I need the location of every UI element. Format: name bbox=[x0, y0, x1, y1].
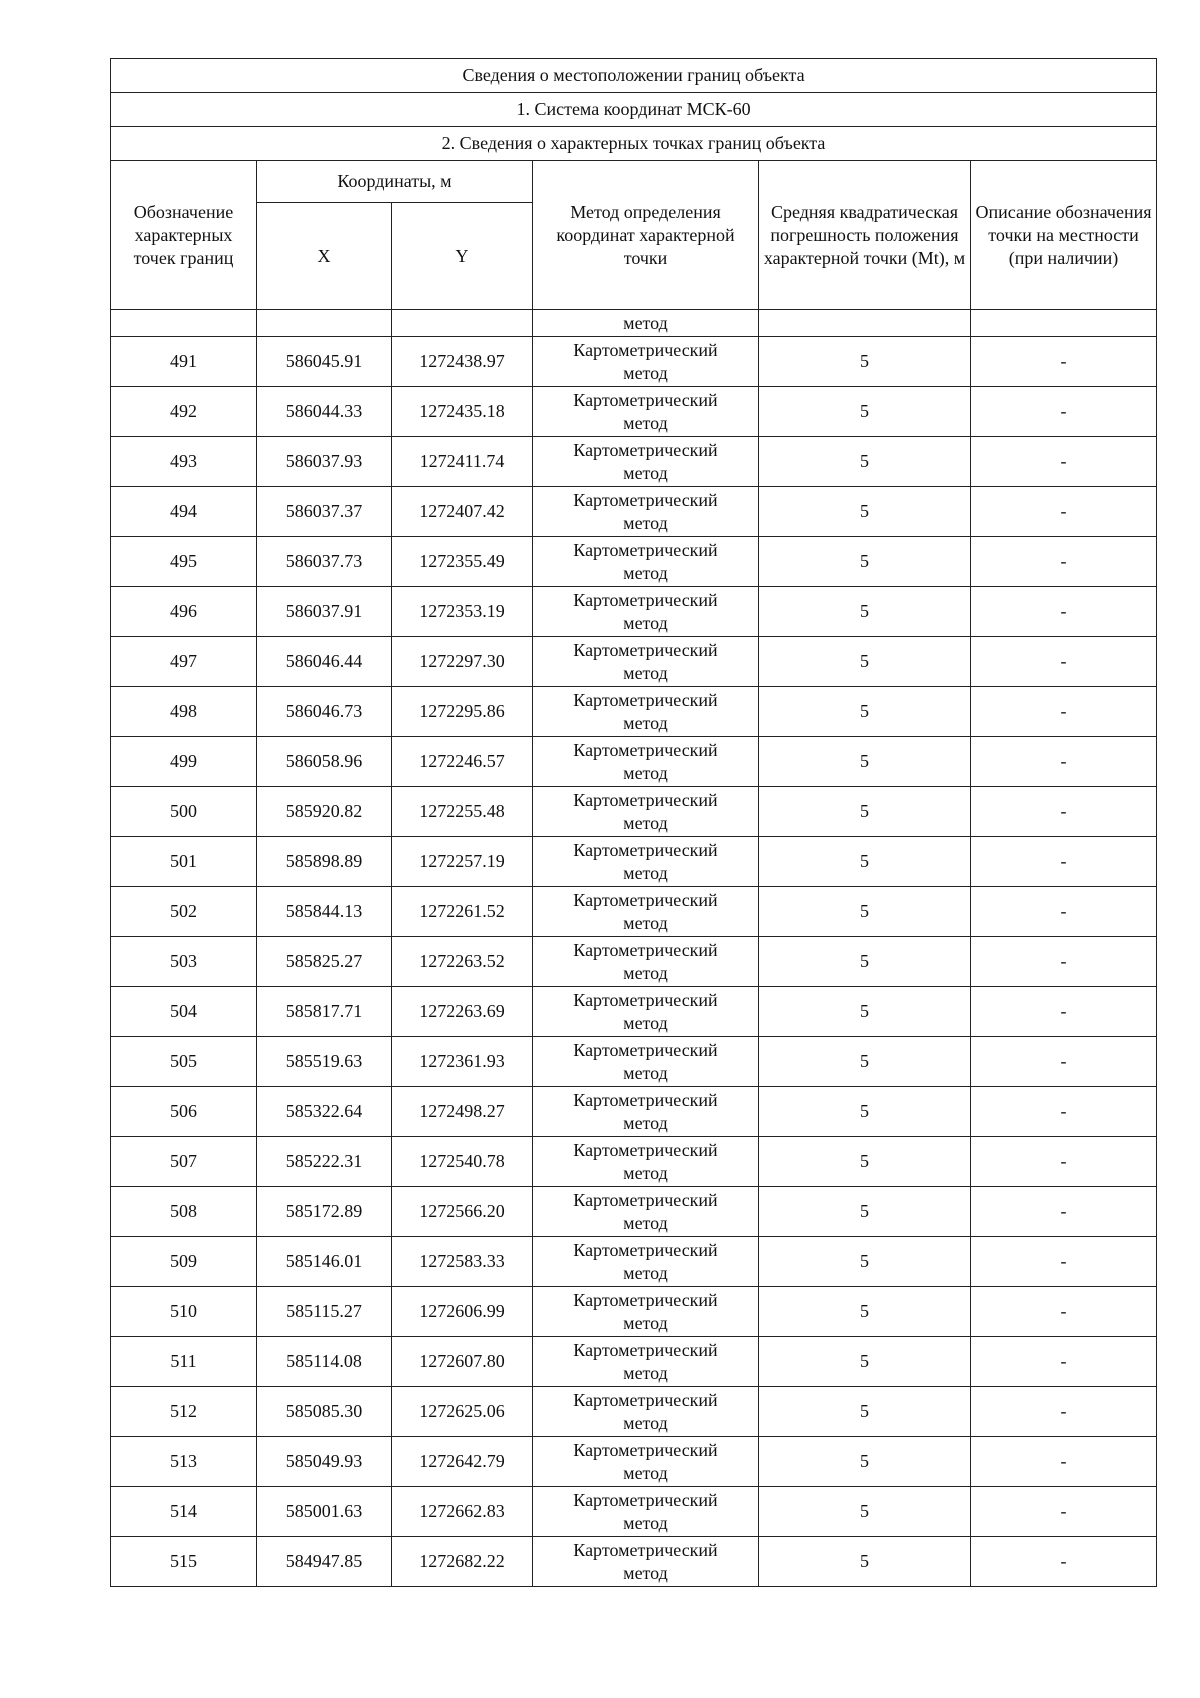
table-row bbox=[111, 1087, 1157, 1137]
mean-error-cell: 5 bbox=[759, 337, 971, 387]
description-cell: - bbox=[971, 1437, 1157, 1487]
table-row bbox=[111, 1437, 1157, 1487]
description-cell: - bbox=[971, 437, 1157, 487]
method-cell bbox=[533, 1187, 759, 1237]
mean-error-cell: 5 bbox=[759, 1487, 971, 1537]
y-coordinate-cell: 1272353.19 bbox=[392, 587, 533, 637]
x-coordinate-cell: 586037.91 bbox=[257, 587, 392, 637]
table-row bbox=[111, 1137, 1157, 1187]
header-method: Метод определения координат характерной точки bbox=[533, 161, 759, 310]
method-cell bbox=[533, 937, 759, 987]
table-row bbox=[111, 1187, 1157, 1237]
y-coordinate-cell: 1272261.52 bbox=[392, 887, 533, 937]
x-coordinate-cell: 585114.08 bbox=[257, 1337, 392, 1387]
method-cell bbox=[533, 1237, 759, 1287]
method-cell bbox=[533, 1387, 759, 1437]
method-line-2: метод bbox=[623, 1362, 668, 1383]
point-number-cell: 498 bbox=[111, 687, 257, 737]
x-coordinate-cell: 585001.63 bbox=[257, 1487, 392, 1537]
points-section-heading: 2. Сведения о характерных точках границ объекта bbox=[111, 127, 1157, 161]
x-coordinate-cell: 585049.93 bbox=[257, 1437, 392, 1487]
description-cell: - bbox=[971, 887, 1157, 937]
continuation-cell bbox=[257, 310, 392, 337]
method-cell bbox=[533, 1537, 759, 1587]
y-coordinate-cell: 1272583.33 bbox=[392, 1237, 533, 1287]
point-number-cell: 497 bbox=[111, 637, 257, 687]
coordinate-system-heading: 1. Система координат МСК-60 bbox=[111, 93, 1157, 127]
method-line-1: Картометрический bbox=[573, 589, 718, 610]
point-number-cell: 506 bbox=[111, 1087, 257, 1137]
x-coordinate-cell: 585920.82 bbox=[257, 787, 392, 837]
description-cell: - bbox=[971, 1237, 1157, 1287]
description-cell: - bbox=[971, 637, 1157, 687]
continuation-row bbox=[111, 310, 1157, 337]
description-cell: - bbox=[971, 587, 1157, 637]
method-cell bbox=[533, 437, 759, 487]
method-line-1: Картометрический bbox=[573, 1539, 718, 1560]
x-coordinate-cell: 586037.37 bbox=[257, 487, 392, 537]
method-cell bbox=[533, 1287, 759, 1337]
description-cell: - bbox=[971, 1287, 1157, 1337]
method-line-2: метод bbox=[623, 1312, 668, 1333]
point-number-cell: 501 bbox=[111, 837, 257, 887]
y-coordinate-cell: 1272662.83 bbox=[392, 1487, 533, 1537]
y-coordinate-cell: 1272361.93 bbox=[392, 1037, 533, 1087]
method-line-1: Картометрический bbox=[573, 939, 718, 960]
x-coordinate-cell: 586037.73 bbox=[257, 537, 392, 587]
method-cell bbox=[533, 787, 759, 837]
x-coordinate-cell: 585825.27 bbox=[257, 937, 392, 987]
mean-error-cell: 5 bbox=[759, 487, 971, 537]
x-coordinate-cell: 586037.93 bbox=[257, 437, 392, 487]
y-coordinate-cell: 1272263.69 bbox=[392, 987, 533, 1037]
x-coordinate-cell: 585222.31 bbox=[257, 1137, 392, 1187]
point-number-cell: 508 bbox=[111, 1187, 257, 1237]
method-line-2: метод bbox=[623, 762, 668, 783]
method-line-2: метод bbox=[623, 812, 668, 833]
mean-error-cell: 5 bbox=[759, 387, 971, 437]
y-coordinate-cell: 1272607.80 bbox=[392, 1337, 533, 1387]
mean-error-cell: 5 bbox=[759, 1187, 971, 1237]
method-line-2: метод bbox=[623, 962, 668, 983]
header-x: X bbox=[257, 203, 392, 310]
point-number-cell: 511 bbox=[111, 1337, 257, 1387]
method-line-1: Картометрический bbox=[573, 839, 718, 860]
method-line-2: метод bbox=[623, 362, 668, 383]
method-cell bbox=[533, 337, 759, 387]
table-row bbox=[111, 1037, 1157, 1087]
y-coordinate-cell: 1272263.52 bbox=[392, 937, 533, 987]
method-line-2: метод bbox=[623, 712, 668, 733]
x-coordinate-cell: 586046.73 bbox=[257, 687, 392, 737]
x-coordinate-cell: 585898.89 bbox=[257, 837, 392, 887]
point-number-cell: 510 bbox=[111, 1287, 257, 1337]
x-coordinate-cell: 586046.44 bbox=[257, 637, 392, 687]
method-cell bbox=[533, 1087, 759, 1137]
mean-error-cell: 5 bbox=[759, 1437, 971, 1487]
table-row bbox=[111, 1487, 1157, 1537]
y-coordinate-cell: 1272246.57 bbox=[392, 737, 533, 787]
mean-error-cell: 5 bbox=[759, 1287, 971, 1337]
method-cell bbox=[533, 1337, 759, 1387]
mean-error-cell: 5 bbox=[759, 737, 971, 787]
mean-error-cell: 5 bbox=[759, 1537, 971, 1587]
method-line-1: Картометрический bbox=[573, 1189, 718, 1210]
y-coordinate-cell: 1272407.42 bbox=[392, 487, 533, 537]
mean-error-cell: 5 bbox=[759, 587, 971, 637]
point-number-cell: 503 bbox=[111, 937, 257, 987]
x-coordinate-cell: 585817.71 bbox=[257, 987, 392, 1037]
method-line-1: Картометрический bbox=[573, 1439, 718, 1460]
mean-error-cell: 5 bbox=[759, 1237, 971, 1287]
method-line-1: Картометрический bbox=[573, 1089, 718, 1110]
method-line-2: метод bbox=[623, 912, 668, 933]
mean-error-cell: 5 bbox=[759, 1137, 971, 1187]
method-line-2: метод bbox=[623, 412, 668, 433]
method-cell bbox=[533, 837, 759, 887]
y-coordinate-cell: 1272295.86 bbox=[392, 687, 533, 737]
method-cell bbox=[533, 887, 759, 937]
mean-error-cell: 5 bbox=[759, 437, 971, 487]
x-coordinate-cell: 586044.33 bbox=[257, 387, 392, 437]
method-line-2: метод bbox=[623, 1112, 668, 1133]
method-line-1: Картометрический bbox=[573, 1289, 718, 1310]
method-cell bbox=[533, 487, 759, 537]
point-number-cell: 512 bbox=[111, 1387, 257, 1437]
mean-error-cell: 5 bbox=[759, 987, 971, 1037]
y-coordinate-cell: 1272606.99 bbox=[392, 1287, 533, 1337]
method-cell bbox=[533, 1437, 759, 1487]
mean-error-cell: 5 bbox=[759, 837, 971, 887]
mean-error-cell: 5 bbox=[759, 1087, 971, 1137]
description-cell: - bbox=[971, 837, 1157, 887]
method-line-1: Картометрический bbox=[573, 539, 718, 560]
table-row bbox=[111, 687, 1157, 737]
method-line-1: Картометрический bbox=[573, 439, 718, 460]
method-line-1: Картометрический bbox=[573, 1139, 718, 1160]
method-cell bbox=[533, 537, 759, 587]
method-line-2: метод bbox=[623, 1062, 668, 1083]
method-line-2: метод bbox=[623, 1012, 668, 1033]
x-coordinate-cell: 585085.30 bbox=[257, 1387, 392, 1437]
method-line-1: Картометрический bbox=[573, 1489, 718, 1510]
method-cell bbox=[533, 1037, 759, 1087]
table-row bbox=[111, 1387, 1157, 1437]
point-number-cell: 493 bbox=[111, 437, 257, 487]
point-number-cell: 499 bbox=[111, 737, 257, 787]
method-line-2: метод bbox=[623, 512, 668, 533]
table-row bbox=[111, 437, 1157, 487]
y-coordinate-cell: 1272257.19 bbox=[392, 837, 533, 887]
description-cell: - bbox=[971, 1387, 1157, 1437]
method-cell bbox=[533, 587, 759, 637]
x-coordinate-cell: 585115.27 bbox=[257, 1287, 392, 1337]
y-coordinate-cell: 1272540.78 bbox=[392, 1137, 533, 1187]
description-cell: - bbox=[971, 1087, 1157, 1137]
method-cell bbox=[533, 387, 759, 437]
continuation-cell bbox=[111, 310, 257, 337]
mean-error-cell: 5 bbox=[759, 537, 971, 587]
y-coordinate-cell: 1272255.48 bbox=[392, 787, 533, 837]
y-coordinate-cell: 1272642.79 bbox=[392, 1437, 533, 1487]
point-number-cell: 492 bbox=[111, 387, 257, 437]
table-row bbox=[111, 1237, 1157, 1287]
method-line-2: метод bbox=[623, 562, 668, 583]
table-row bbox=[111, 887, 1157, 937]
continuation-cell bbox=[759, 310, 971, 337]
method-cell bbox=[533, 1137, 759, 1187]
point-number-cell: 507 bbox=[111, 1137, 257, 1187]
point-number-cell: 513 bbox=[111, 1437, 257, 1487]
point-number-cell: 502 bbox=[111, 887, 257, 937]
description-cell: - bbox=[971, 687, 1157, 737]
description-cell: - bbox=[971, 1137, 1157, 1187]
description-cell: - bbox=[971, 1487, 1157, 1537]
method-line-2: метод bbox=[623, 1462, 668, 1483]
method-line-2: метод bbox=[623, 862, 668, 883]
method-line-2: метод bbox=[623, 462, 668, 483]
mean-error-cell: 5 bbox=[759, 1387, 971, 1437]
x-coordinate-cell: 585146.01 bbox=[257, 1237, 392, 1287]
method-line-2: метод bbox=[623, 1562, 668, 1583]
y-coordinate-cell: 1272297.30 bbox=[392, 637, 533, 687]
description-cell: - bbox=[971, 1337, 1157, 1387]
method-line-1: Картометрический bbox=[573, 1039, 718, 1060]
method-line-1: Картометрический bbox=[573, 739, 718, 760]
table-row bbox=[111, 987, 1157, 1037]
point-number-cell: 509 bbox=[111, 1237, 257, 1287]
point-number-cell: 491 bbox=[111, 337, 257, 387]
method-cell bbox=[533, 687, 759, 737]
description-cell: - bbox=[971, 1037, 1157, 1087]
mean-error-cell: 5 bbox=[759, 887, 971, 937]
method-cell bbox=[533, 987, 759, 1037]
description-cell: - bbox=[971, 387, 1157, 437]
method-line-2: метод bbox=[623, 1162, 668, 1183]
header-description: Описание обозначения точки на местности (при наличии) bbox=[971, 161, 1157, 310]
method-line-2: метод bbox=[623, 612, 668, 633]
mean-error-cell: 5 bbox=[759, 1337, 971, 1387]
table-row bbox=[111, 487, 1157, 537]
description-cell: - bbox=[971, 737, 1157, 787]
description-cell: - bbox=[971, 787, 1157, 837]
x-coordinate-cell: 585844.13 bbox=[257, 887, 392, 937]
y-coordinate-cell: 1272566.20 bbox=[392, 1187, 533, 1237]
boundary-points-table bbox=[110, 58, 1157, 1587]
method-line-1: Картометрический bbox=[573, 789, 718, 810]
mean-error-cell: 5 bbox=[759, 787, 971, 837]
table-row bbox=[111, 537, 1157, 587]
x-coordinate-cell: 585519.63 bbox=[257, 1037, 392, 1087]
point-number-cell: 495 bbox=[111, 537, 257, 587]
method-cell bbox=[533, 737, 759, 787]
method-line-2: метод bbox=[623, 662, 668, 683]
method-line-1: Картометрический bbox=[573, 989, 718, 1010]
header-coordinates: Координаты, м bbox=[257, 161, 533, 203]
description-cell: - bbox=[971, 1537, 1157, 1587]
method-line-1: Картометрический bbox=[573, 489, 718, 510]
method-line-1: Картометрический bbox=[573, 639, 718, 660]
method-line-1: Картометрический bbox=[573, 1339, 718, 1360]
point-number-cell: 496 bbox=[111, 587, 257, 637]
method-cell bbox=[533, 1487, 759, 1537]
document-title: Сведения о местоположении границ объекта bbox=[111, 59, 1157, 93]
description-cell: - bbox=[971, 1187, 1157, 1237]
method-line-2: метод bbox=[623, 1262, 668, 1283]
x-coordinate-cell: 584947.85 bbox=[257, 1537, 392, 1587]
continuation-cell bbox=[971, 310, 1157, 337]
method-line-1: Картометрический bbox=[573, 1239, 718, 1260]
description-cell: - bbox=[971, 337, 1157, 387]
method-line-1: Картометрический bbox=[573, 339, 718, 360]
method-line-2: метод bbox=[623, 1512, 668, 1533]
y-coordinate-cell: 1272435.18 bbox=[392, 387, 533, 437]
x-coordinate-cell: 585172.89 bbox=[257, 1187, 392, 1237]
y-coordinate-cell: 1272355.49 bbox=[392, 537, 533, 587]
table-row bbox=[111, 737, 1157, 787]
method-line-1: Картометрический bbox=[573, 1389, 718, 1410]
method-line-1: Картометрический bbox=[573, 389, 718, 410]
y-coordinate-cell: 1272438.97 bbox=[392, 337, 533, 387]
point-number-cell: 494 bbox=[111, 487, 257, 537]
y-coordinate-cell: 1272682.22 bbox=[392, 1537, 533, 1587]
method-cell bbox=[533, 637, 759, 687]
method-line-2: метод bbox=[623, 1212, 668, 1233]
y-coordinate-cell: 1272625.06 bbox=[392, 1387, 533, 1437]
mean-error-cell: 5 bbox=[759, 937, 971, 987]
header-y: Y bbox=[392, 203, 533, 310]
header-mean-error: Средняя квадратическая погрешность положения характерной точки (Mt), м bbox=[759, 161, 971, 310]
point-number-cell: 505 bbox=[111, 1037, 257, 1087]
point-number-cell: 500 bbox=[111, 787, 257, 837]
x-coordinate-cell: 586058.96 bbox=[257, 737, 392, 787]
table-row bbox=[111, 937, 1157, 987]
table-row bbox=[111, 787, 1157, 837]
method-line-2: метод bbox=[623, 1412, 668, 1433]
table-row bbox=[111, 637, 1157, 687]
table-row bbox=[111, 387, 1157, 437]
x-coordinate-cell: 586045.91 bbox=[257, 337, 392, 387]
header-point-designation: Обозначение характерных точек границ bbox=[111, 161, 257, 310]
description-cell: - bbox=[971, 487, 1157, 537]
method-line-1: Картометрический bbox=[573, 889, 718, 910]
table-row bbox=[111, 1537, 1157, 1587]
table-row bbox=[111, 837, 1157, 887]
y-coordinate-cell: 1272411.74 bbox=[392, 437, 533, 487]
mean-error-cell: 5 bbox=[759, 637, 971, 687]
point-number-cell: 515 bbox=[111, 1537, 257, 1587]
description-cell: - bbox=[971, 937, 1157, 987]
table-row bbox=[111, 587, 1157, 637]
table-row bbox=[111, 1287, 1157, 1337]
description-cell: - bbox=[971, 987, 1157, 1037]
table-row bbox=[111, 1337, 1157, 1387]
continuation-method-cell: метод bbox=[533, 310, 759, 337]
table-row bbox=[111, 337, 1157, 387]
method-line-1: Картометрический bbox=[573, 689, 718, 710]
mean-error-cell: 5 bbox=[759, 1037, 971, 1087]
y-coordinate-cell: 1272498.27 bbox=[392, 1087, 533, 1137]
point-number-cell: 514 bbox=[111, 1487, 257, 1537]
continuation-cell bbox=[392, 310, 533, 337]
x-coordinate-cell: 585322.64 bbox=[257, 1087, 392, 1137]
description-cell: - bbox=[971, 537, 1157, 587]
point-number-cell: 504 bbox=[111, 987, 257, 1037]
mean-error-cell: 5 bbox=[759, 687, 971, 737]
